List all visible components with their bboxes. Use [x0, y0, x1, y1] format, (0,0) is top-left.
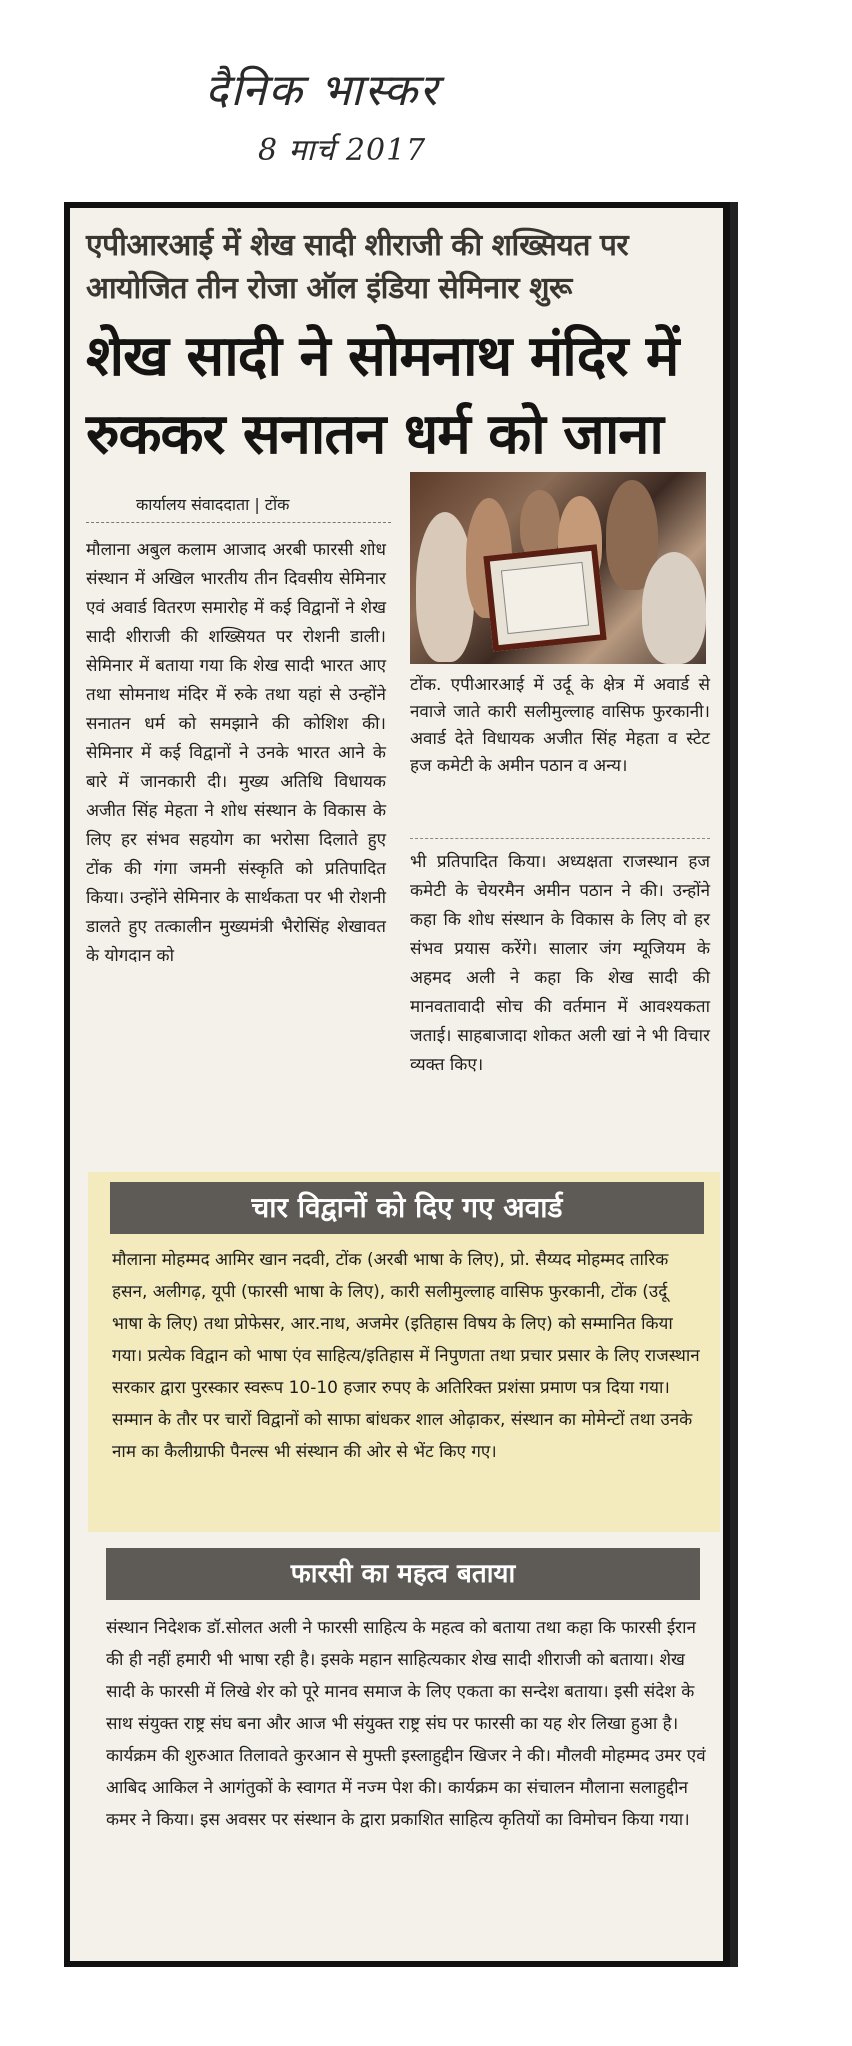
clipping-shadow — [730, 202, 738, 1967]
newspaper-clipping — [64, 202, 730, 1967]
caption-divider — [410, 838, 710, 839]
byline-divider — [86, 522, 391, 523]
awards-box-title: चार विद्वानों को दिए गए अवार्ड — [110, 1182, 704, 1234]
handwritten-newspaper-name: दैनिक भास्कर — [205, 65, 440, 116]
byline: कार्यालय संवाददाता | टोंक — [136, 495, 290, 514]
handwritten-date: 8 मार्च 2017 — [258, 133, 427, 168]
photo-caption: टोंक. एपीआरआई में उर्दू के क्षेत्र में अवार्ड से नवाजे जाते कारी सलीमुल्लाह वासिफ फुरकानी। अवार्ड देते विधायक अजीत सिंह मेहता व स्टेट हज कमेटी के अमीन पठान व अन्य। — [410, 675, 710, 776]
article-kicker: एपीआरआई में शेख सादी शीराजी की शख्सियत पर आयोजित तीन रोजा ऑल इंडिया सेमिनार शुरू — [86, 228, 629, 306]
article-left-column: मौलाना अबुल कलाम आजाद अरबी फारसी शोध संस्थान में अखिल भारतीय तीन दिवसीय सेमिनार एवं अवार्ड वितरण समारोह में कई विद्वानों ने शेख सादी शीराजी की शख्सियत पर रोशनी डाली। सेमिनार में बताया गया कि शेख सादी भारत आए तथा सोमनाथ मंदिर में रुके तथा यहां से उन्होंने सनातन धर्म को समझाने की कोशिश की। सेमिनार में कई विद्वानों ने उनके भारत आने के बारे में जानकारी दी। मुख्य अतिथि विधायक अजीत सिंह मेहता ने शोध संस्थान के विकास के लिए हर संभव सहयोग का भरोसा दिलाते हुए टोंक की गंगा जमनी संस्कृति को प्रतिपादित किया। उन्होंने सेमिनार के सार्थकता पर भी रोशनी डालते हुए तत्कालीन मुख्यमंत्री भैरोसिंह शेखावत के योगदान को — [86, 540, 386, 966]
awards-box — [88, 1172, 720, 1532]
award-photo — [410, 472, 706, 664]
persian-box-text: संस्थान निदेशक डॉ.सोलत अली ने फारसी साहित्य के महत्व को बताया तथा कहा कि फारसी ईरान की ही नहीं हमारी भी भाषा रही है। इसके महान साहित्यकार शेख सादी शीराजी को बताया। शेख सादी के फारसी में लिखे शेर को पूरे मानव समाज के लिए एकता का सन्देश बताया। इसी संदेश के साथ संयुक्त राष्ट्र संघ बना और आज भी संयुक्त राष्ट्र संघ पर फारसी का यह शेर लिखा हुआ है। कार्यक्रम की शुरुआत तिलावते कुरआन से मुफ्ती इस्लाहुद्दीन खिजर ने की। मौलवी मोहम्मद उमर एवं आबिद आकिल ने आगंतुकों के स्वागत में नज्म पेश की। कार्यक्रम का संचालन मौलाना सलाहुद्दीन कमर ने किया। इस अवसर पर संस्थान के द्वारा प्रकाशित साहित्य कृतियों का विमोचन किया गया। — [106, 1618, 706, 1830]
article-right-column: भी प्रतिपादित किया। अध्यक्षता राजस्थान हज कमेटी के चेयरमैन अमीन पठान ने की। उन्होंने कहा कि शोध संस्थान के विकास के लिए वो हर संभव प्रयास करेंगे। सालार जंग म्यूजियम के अहमद अली ने कहा कि शेख सादी की मानवतावादी सोच की वर्तमान में आवश्यकता जताई। साहबाजादा शोकत अली खां ने भी विचार व्यक्त किए। — [410, 852, 710, 1075]
award-frame — [483, 544, 606, 651]
persian-box-title: फारसी का महत्व बताया — [106, 1548, 700, 1600]
article-headline: शेख सादी ने सोमनाथ मंदिर में रुककर सनातन धर्म को जाना — [86, 324, 679, 467]
awards-box-text: मौलाना मोहम्मद आमिर खान नदवी, टोंक (अरबी भाषा के लिए), प्रो. सैय्यद मोहम्मद तारिक हसन, अलीगढ़, यूपी (फारसी भाषा के लिए), कारी सलीमुल्लाह वासिफ फुरकानी, टोंक (उर्दू भाषा के लिए) तथा प्रोफेसर, आर.नाथ, अजमेर (इतिहास विषय के लिए) को सम्मानित किया गया। प्रत्येक विद्वान को भाषा एंव साहित्य/इतिहास में निपुणता तथा प्रचार प्रसार के लिए राजस्थान सरकार द्वारा पुरस्कार स्वरूप 10-10 हजार रुपए के अतिरिक्त प्रशंसा प्रमाण पत्र दिया गया। सम्मान के तौर पर चारों विद्वानों को साफा बांधकर शाल ओढ़ाकर, संस्थान का मोमेन्टों तथा उनके नाम का कैलीग्राफी पैनल्स भी संस्थान की ओर से भेंट किए गए। — [112, 1250, 700, 1462]
